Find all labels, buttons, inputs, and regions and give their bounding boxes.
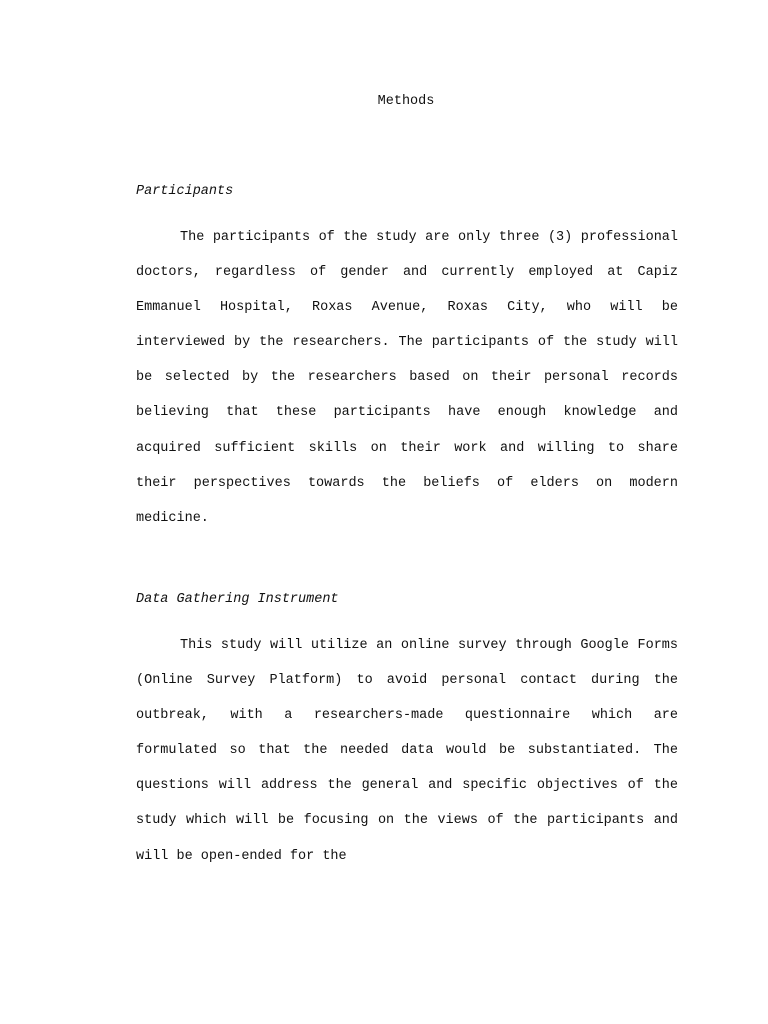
page-title: Methods xyxy=(377,94,435,109)
paragraph-participants: The participants of the study are only three (3) professional doctors, regardless of gender and currently employed at Capiz Emmanuel Hospital, Roxas Avenue, Roxas City, who will be interviewed by the researchers. The participants of the study will be selected by the researchers based on their personal records believing that these participants have enough knowledge and acquired sufficient skills on their work and willing to share their perspectives towards the beliefs of elders on modern medicine. xyxy=(136,230,678,526)
paragraph-data-gathering-instrument: This study will utilize an online survey through Google Forms (Online Survey Platform) to avoid personal contact during the outbreak, with a researchers-made questionnaire which are formulated so that the needed data would be substantiated. The questions will address the general and specific objectives of the study which will be focusing on the views of the participants and will be open-ended for the xyxy=(136,638,678,864)
section-heading-data-gathering-instrument: Data Gathering Instrument xyxy=(136,592,339,607)
section-heading-participants: Participants xyxy=(136,184,234,199)
